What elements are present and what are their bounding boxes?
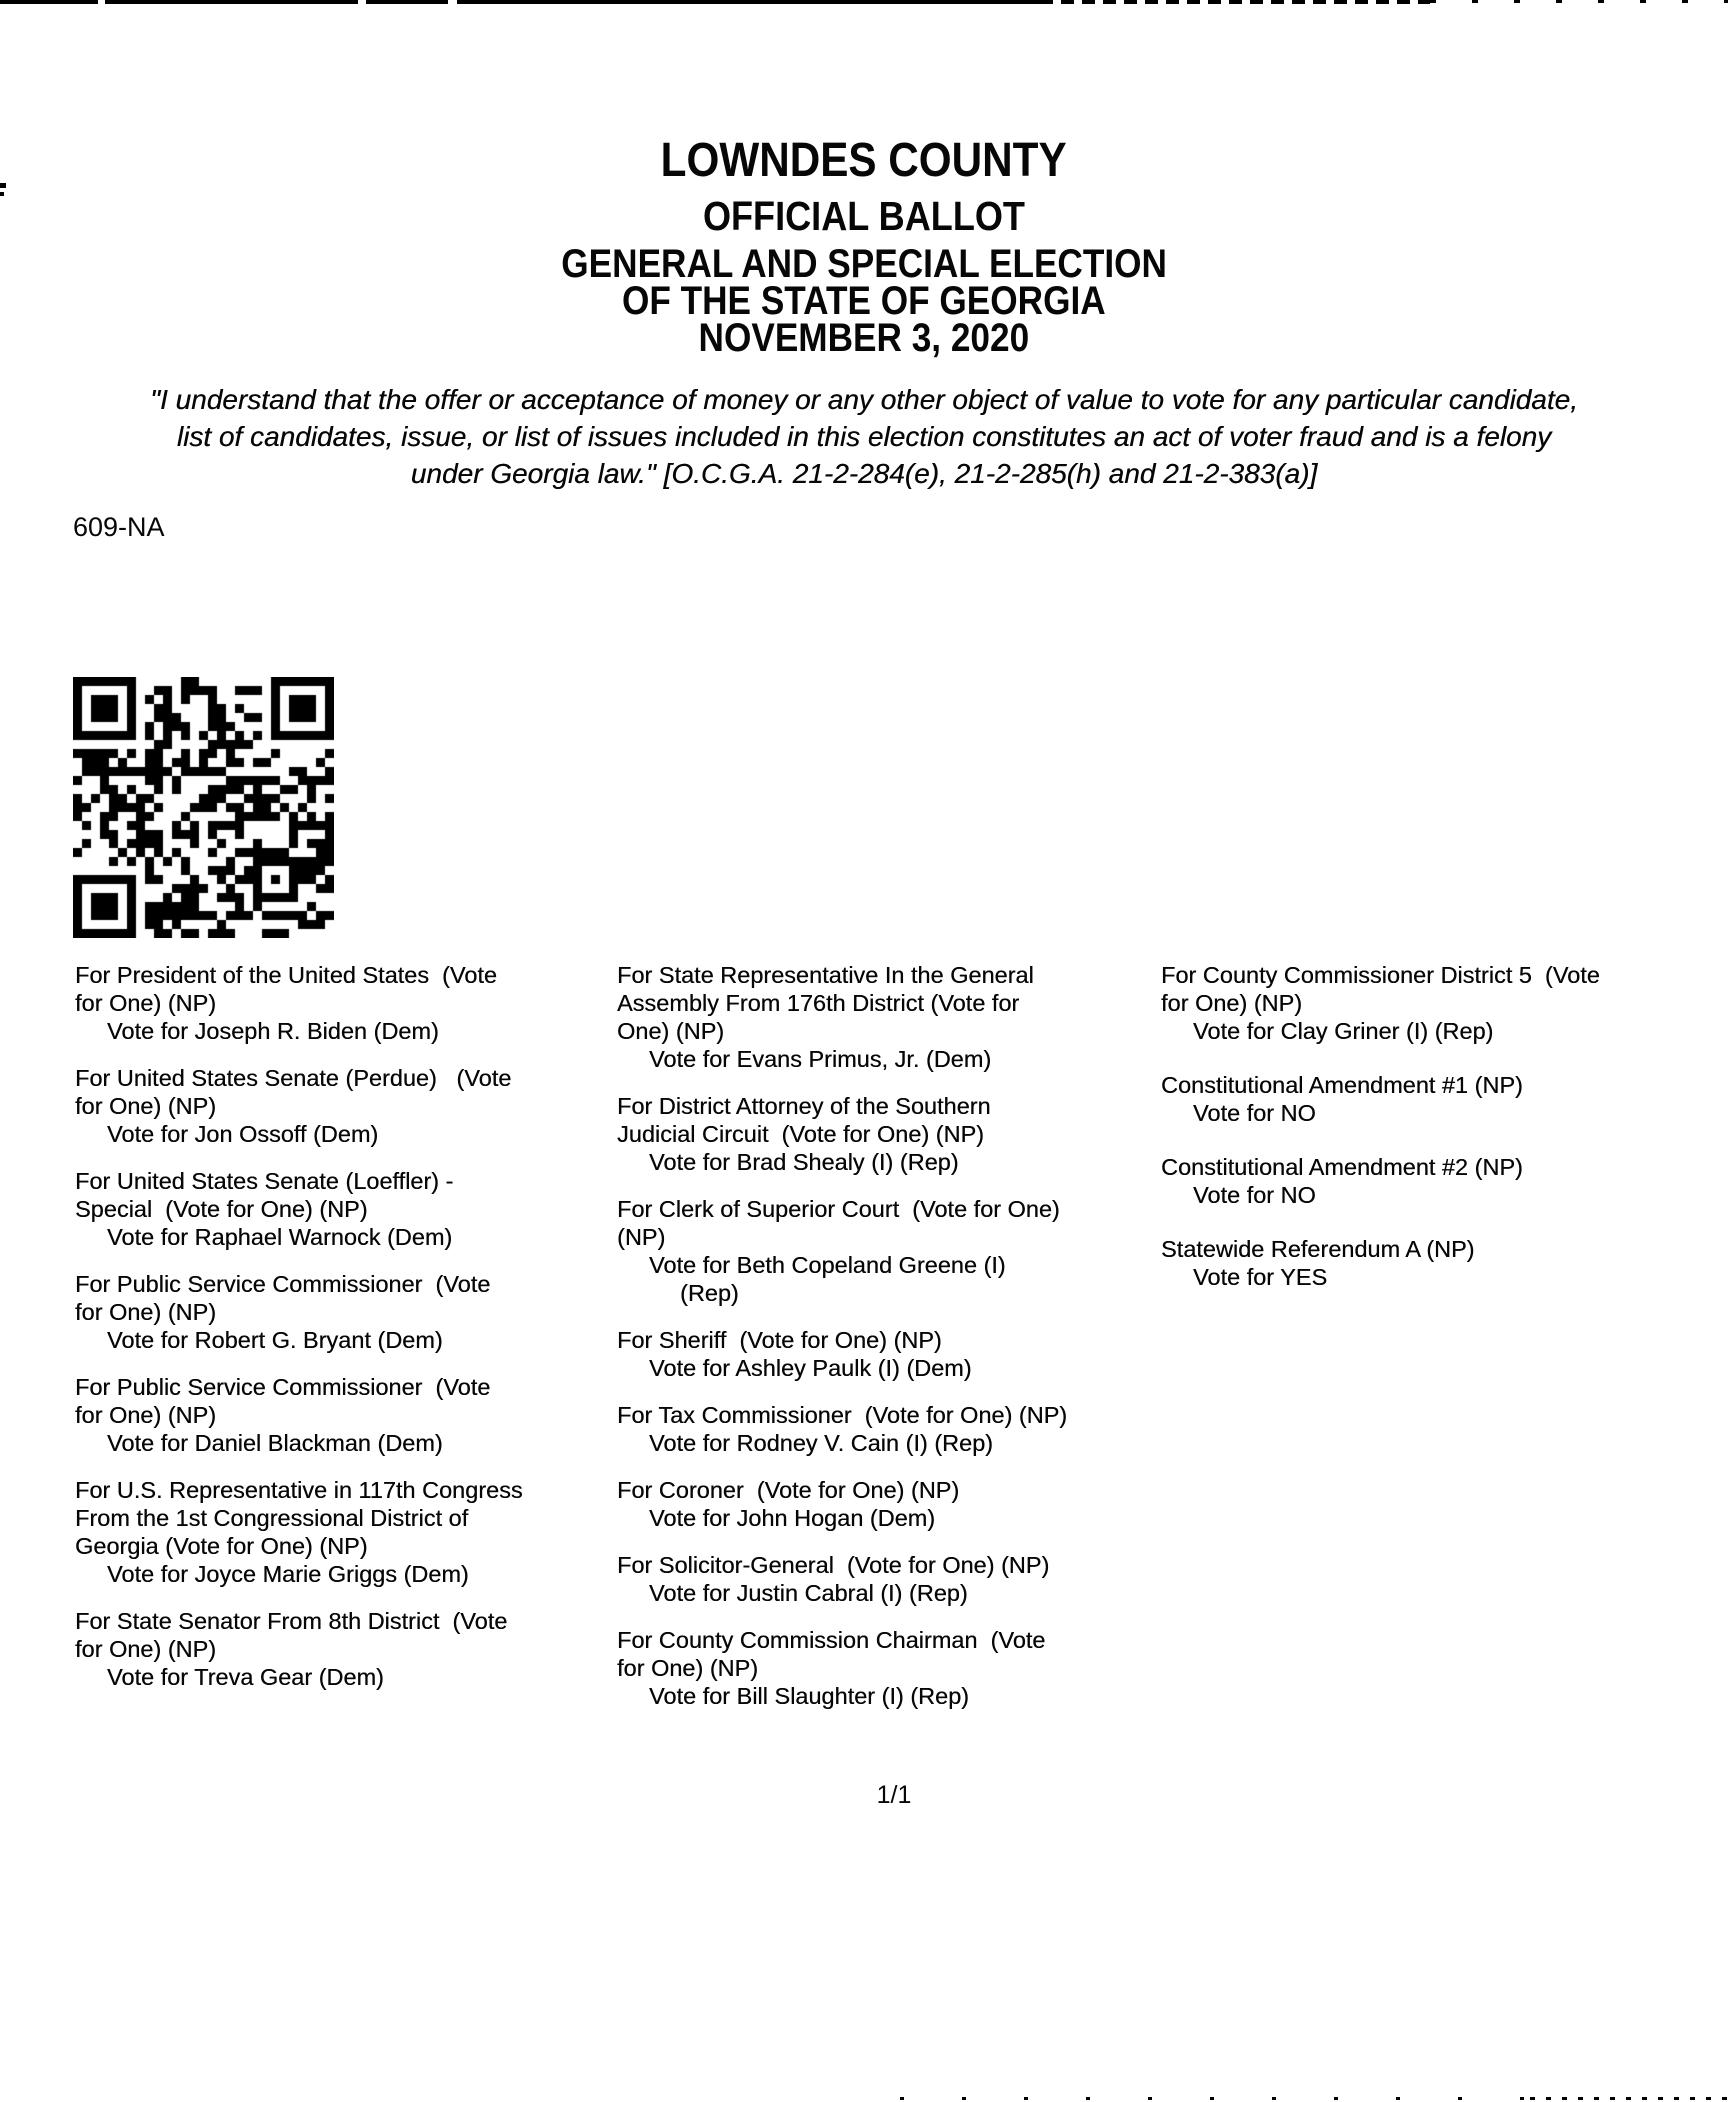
election-title-line: GENERAL AND SPECIAL ELECTION (561, 242, 1167, 286)
scan-artifact-bottom-dashes (900, 2097, 1530, 2100)
election-title (0, 242, 1728, 360)
election-title-line: NOVEMBER 3, 2020 (698, 316, 1030, 360)
contest (617, 1401, 1162, 1457)
vote-selection-line: Vote for Brad Shealy (I) (Rep) (649, 1149, 959, 1175)
qr-code (73, 677, 334, 938)
vote-selection-line: Vote for YES (1193, 1264, 1328, 1290)
contest (617, 1195, 1162, 1307)
contest (75, 1373, 620, 1457)
scan-artifact-top-sparse (1430, 0, 1728, 3)
vote-selection-line: Vote for Ashley Paulk (I) (Dem) (649, 1355, 972, 1381)
ballot-type-title (0, 193, 1728, 240)
contest (75, 1270, 620, 1354)
contest-title-line: Statewide Referendum A (NP) (1161, 1236, 1475, 1262)
contest (617, 1092, 1162, 1176)
contest-title-line: for One) (NP) (75, 1402, 217, 1428)
contest-title-line: For President of the United States (Vote (75, 962, 497, 988)
contest-title-line: For Public Service Commissioner (Vote (75, 1374, 491, 1400)
vote-selection-line: Vote for Bill Slaughter (I) (Rep) (649, 1683, 969, 1709)
vote-selection-line: Vote for Rodney V. Cain (I) (Rep) (649, 1430, 993, 1456)
precinct-code: 609-NA (73, 512, 165, 542)
vote-selection-line: Vote for Raphael Warnock (Dem) (107, 1224, 453, 1250)
contest-title-line: for One) (NP) (75, 1636, 217, 1662)
page-number: 1/1 (876, 1781, 912, 1809)
vote-selection-line: Vote for Treva Gear (Dem) (107, 1664, 384, 1690)
contest-title-line: for One) (NP) (75, 1093, 217, 1119)
contest (1161, 1235, 1728, 1291)
vote-selection-line: Vote for Clay Griner (I) (Rep) (1193, 1018, 1494, 1044)
vote-selection-line: Vote for John Hogan (Dem) (649, 1505, 936, 1531)
contest-title-line: For Coroner (Vote for One) (NP) (617, 1477, 960, 1503)
contest-title-line: for One) (NP) (1161, 990, 1303, 1016)
disclaimer-line: "I understand that the offer or acceptance of money or any other object of value to vote for any particular candidate, (150, 384, 1578, 415)
contest (75, 961, 620, 1045)
contest-title-line: For Tax Commissioner (Vote for One) (NP) (617, 1402, 1068, 1428)
vote-selection-line: Vote for Evans Primus, Jr. (Dem) (649, 1046, 992, 1072)
contest (75, 1167, 620, 1251)
vote-selection-line: Vote for NO (1193, 1182, 1316, 1208)
contest-title-line: For United States Senate (Loeffler) - (75, 1168, 454, 1194)
vote-selection-line: Vote for NO (1193, 1100, 1316, 1126)
ballot-type-text: OFFICIAL BALLOT (702, 193, 1025, 239)
contest-title-line: for One) (NP) (75, 990, 217, 1016)
contest-title-line: For United States Senate (Perdue) (Vote (75, 1065, 512, 1091)
contest-title-line: For District Attorney of the Southern (617, 1093, 991, 1119)
contest-title-line: Georgia (Vote for One) (NP) (75, 1533, 368, 1559)
vote-selection-line: Vote for Robert G. Bryant (Dem) (107, 1327, 443, 1353)
vote-selection-line: Vote for Joyce Marie Griggs (Dem) (107, 1561, 469, 1587)
scan-artifact-top-line (0, 0, 1040, 4)
scan-artifact-bottom-dashes (1530, 2097, 1728, 2100)
contest-title-line: From the 1st Congressional District of (75, 1505, 469, 1531)
contest (75, 1607, 620, 1691)
ballot-column-3 (1161, 961, 1728, 1317)
vote-selection-line: Vote for Joseph R. Biden (Dem) (107, 1018, 439, 1044)
contest-title-line: For Solicitor-General (Vote for One) (NP) (617, 1552, 1050, 1578)
contest (617, 1476, 1162, 1532)
contest-title-line: For U.S. Representative in 117th Congress (75, 1477, 523, 1503)
contest-title-line: Special (Vote for One) (NP) (75, 1196, 368, 1222)
contest-title-line: Constitutional Amendment #2 (NP) (1161, 1154, 1523, 1180)
contest-title-line: For Public Service Commissioner (Vote (75, 1271, 491, 1297)
contest (617, 1551, 1162, 1607)
contest-title-line: Assembly From 176th District (Vote for (617, 990, 1020, 1016)
contest-title-line: One) (NP) (617, 1018, 725, 1044)
vote-selection-line: Vote for Jon Ossoff (Dem) (107, 1121, 379, 1147)
contest-title-line: For County Commission Chairman (Vote (617, 1627, 1046, 1653)
contest (1161, 961, 1728, 1045)
vote-selection-line: (Rep) (680, 1280, 739, 1306)
contest (617, 1326, 1162, 1382)
contest-title-line: for One) (NP) (75, 1299, 217, 1325)
disclaimer-line: under Georgia law." [O.C.G.A. 21-2-284(e), 21-2-285(h) and 21-2-383(a)] (410, 458, 1318, 489)
scan-artifact-top-dashes (1040, 0, 1430, 4)
ballot-column-1 (75, 961, 620, 1710)
contest (75, 1476, 620, 1588)
contest (617, 961, 1162, 1073)
contest-title-line: For State Representative In the General (617, 962, 1034, 988)
contest (1161, 1071, 1728, 1127)
contest-title-line: for One) (NP) (617, 1655, 759, 1681)
contest (1161, 1153, 1728, 1209)
vote-selection-line: Vote for Justin Cabral (I) (Rep) (649, 1580, 968, 1606)
ballot-column-2 (617, 961, 1162, 1729)
contest-title-line: For Sheriff (Vote for One) (NP) (617, 1327, 942, 1353)
election-title-line: OF THE STATE OF GEORGIA (622, 279, 1106, 323)
contest-title-line: Judicial Circuit (Vote for One) (NP) (617, 1121, 984, 1147)
county-title-text: LOWNDES COUNTY (661, 134, 1067, 187)
vote-selection-line: Vote for Daniel Blackman (Dem) (107, 1430, 443, 1456)
contest-title-line: For County Commissioner District 5 (Vote (1161, 962, 1600, 988)
contest-title-line: Constitutional Amendment #1 (NP) (1161, 1072, 1523, 1098)
contest-title-line: For State Senator From 8th District (Vote (75, 1608, 508, 1634)
vote-selection-line: Vote for Beth Copeland Greene (I) (649, 1252, 1006, 1278)
contest-title-line: For Clerk of Superior Court (Vote for One) (617, 1196, 1060, 1222)
county-title (0, 133, 1728, 188)
contest (617, 1626, 1162, 1710)
contest (75, 1064, 620, 1148)
contest-title-line: (NP) (617, 1224, 666, 1250)
disclaimer-line: list of candidates, issue, or list of issues included in this election constitutes an act of voter fraud and is a felony (176, 421, 1552, 452)
voter-fraud-disclaimer (0, 381, 1728, 492)
